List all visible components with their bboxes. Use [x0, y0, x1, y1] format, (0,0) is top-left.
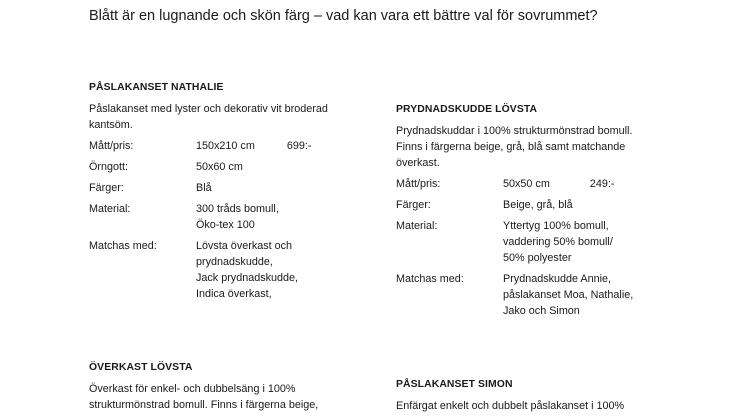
spec-row-size-price	[396, 176, 696, 192]
intro-text: Blått är en lugnande och skön färg – vad kan vara ett bättre val för sovrummet?	[89, 8, 598, 24]
description-line: Finns i färgerna beige, grå, blå samt matchande	[396, 141, 626, 153]
spec-label: Material:	[396, 220, 438, 232]
spec-row-material	[89, 201, 379, 233]
product-description	[89, 101, 379, 133]
spec-label: Material:	[89, 203, 131, 215]
spec-value-line: Prydnadskudde Annie,	[503, 273, 612, 285]
product-nathalie	[89, 81, 379, 307]
product-description	[396, 398, 696, 414]
spec-row-matches	[396, 271, 696, 319]
size-value: 150x210 cm	[196, 140, 255, 152]
spec-value	[196, 138, 311, 154]
spec-value-line: 50% polyester	[503, 252, 572, 264]
description-line: Prydnadskuddar i 100% strukturmönstrad bomull.	[396, 125, 633, 137]
description-line: Påslakanset med lyster och dekorativ vit broderad	[89, 103, 328, 115]
spec-label: Matchas med:	[396, 273, 464, 285]
spec-label: Matchas med:	[89, 240, 157, 252]
spec-value	[503, 271, 633, 319]
description-line: strukturmönstrad bomull. Finns i färgerna beige,	[89, 399, 319, 411]
spec-row-colors	[89, 180, 379, 196]
spec-label: Mått/pris:	[89, 140, 134, 152]
product-description	[89, 381, 379, 413]
spec-label: Örngott:	[89, 161, 129, 173]
size-value: 50x50 cm	[503, 178, 550, 190]
spec-value-line: Yttertyg 100% bomull,	[503, 220, 609, 232]
spec-value	[196, 238, 298, 302]
spec-value: 50x60 cm	[196, 161, 243, 173]
product-lovsta-cushion	[396, 103, 696, 324]
spec-label: Färger:	[89, 182, 124, 194]
spec-row-pillowcase	[89, 159, 379, 175]
spec-value: Beige, grå, blå	[503, 199, 573, 211]
spec-value-line: prydnadskudde,	[196, 256, 273, 268]
spec-value-line: påslakanset Moa, Nathalie,	[503, 289, 634, 301]
spec-value	[196, 201, 279, 233]
spec-label: Mått/pris:	[396, 178, 441, 190]
spec-value-line: Indica överkast,	[196, 288, 272, 300]
description-line: kantsöm.	[89, 119, 133, 131]
spec-value-line: Öko-tex 100	[196, 219, 255, 231]
price-value: 249:-	[589, 178, 615, 190]
product-title: ÖVERKAST LÖVSTA	[89, 362, 193, 373]
product-simon	[396, 378, 696, 419]
product-title: PÅSLAKANSET SIMON	[396, 379, 513, 390]
spec-value	[503, 176, 614, 192]
product-description	[396, 123, 696, 171]
spec-value-line: vaddering 50% bomull/	[503, 236, 613, 248]
product-title: PÅSLAKANSET NATHALIE	[89, 82, 224, 93]
spec-value-line: Jako och Simon	[503, 305, 580, 317]
description-line: Enfärgat enkelt och dubbelt påslakanset i 100%	[396, 400, 625, 412]
spec-value-line: Jack prydnadskudde,	[196, 272, 299, 284]
spec-label: Färger:	[396, 199, 431, 211]
spec-row-size-price	[89, 138, 379, 154]
price-value: 699:-	[286, 140, 312, 152]
spec-row-matches	[89, 238, 379, 302]
spec-value-line: 300 tråds bomull,	[196, 203, 279, 215]
spec-row-colors	[396, 197, 696, 213]
product-lovsta-bedspread	[89, 361, 379, 418]
spec-value	[503, 218, 613, 266]
spec-value-line: Lövsta överkast och	[196, 240, 293, 252]
product-title: PRYDNADSKUDDE LÖVSTA	[396, 104, 538, 115]
description-line: överkast.	[396, 157, 440, 169]
description-line: Överkast för enkel- och dubbelsäng i 100%	[89, 383, 296, 395]
spec-row-material	[396, 218, 696, 266]
spec-value: Blå	[196, 182, 212, 194]
